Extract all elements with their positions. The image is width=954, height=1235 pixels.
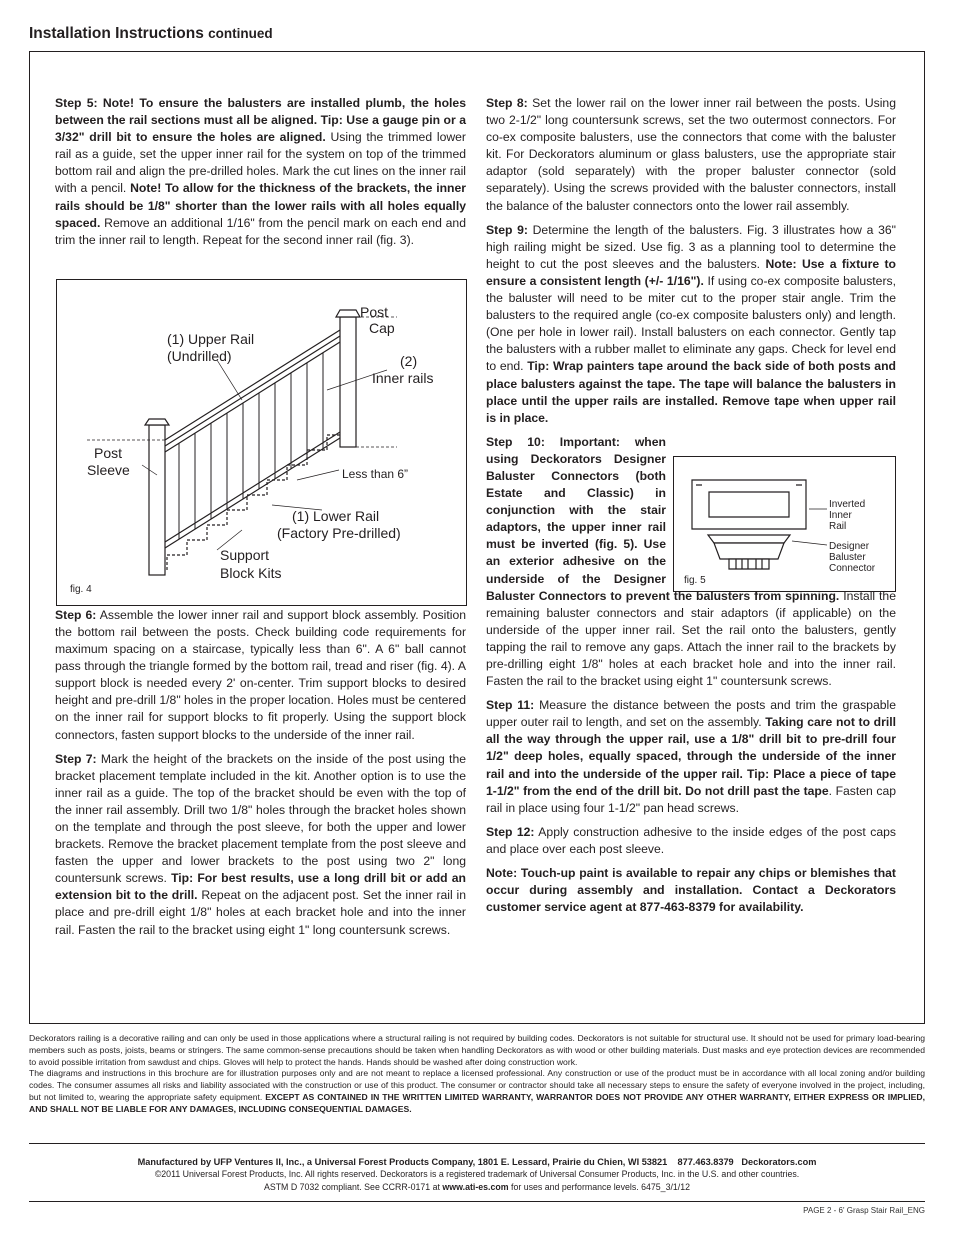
step-text: Measure the distance between the posts and trim the graspable upper outer rail to length, and set on the assembly.	[486, 698, 896, 730]
svg-text:Rail	[829, 521, 846, 532]
svg-text:(1) Upper Rail	[167, 331, 254, 347]
label-less-than: Less than 6”	[342, 467, 409, 481]
page-number: PAGE 2 - 6' Grasp Stair Rail_ENG	[803, 1206, 925, 1215]
phone-number: 877.463.8379	[677, 1157, 734, 1167]
step-text: Install the remaining baluster connectors and stair adaptors (if applicable) on the underside of the upper inner rail. Set the rail onto the balusters, gently tapping the rail to remove any gaps. Attach the inner rail to the brackets by pre-drilling eight 1/8" holes at each bracket hole and into the inner rail. Fasten the rail to the bracket using eight 1" countersunk screws.	[486, 588, 896, 689]
step-label: Step 10:	[486, 434, 545, 449]
label-lower-rail-2: (Factory Pre-drilled)	[277, 525, 401, 541]
title-text: Installation Instructions	[29, 25, 204, 42]
label-inverted-3: Rail	[829, 521, 847, 532]
label-upper-rail: (1) Upper Rail	[167, 331, 255, 347]
svg-text:Less than 6”	[342, 467, 408, 481]
label-post-cap: Post	[360, 304, 389, 320]
step-bold: Tip: Wrap painters tape around the back side of both posts and place balusters against the tape. The tape will balance the balusters in place until the upper rails are installed. Remove tape when upper rail is in place.	[486, 359, 896, 425]
step-text: Determine the length of the balusters. Fig. 3 illustrates how a 36" high railing might be sized. Use fig. 3 as a planning tool to determine the height to cut the post sleeves and the balusters.	[486, 222, 896, 271]
fig4-caption: fig. 4	[70, 584, 92, 595]
figure-4	[56, 279, 467, 606]
label-upper-rail-2: (Undrilled)	[167, 348, 232, 364]
label-inner-rails-2: Inner rails	[372, 370, 434, 386]
step-bold: Important: when using Deckorators Designer Baluster Connectors (both Estate and Classic) in conjunction with the stair adaptors, the upper inner rail must be inverted (fig. 5). Use an exterior adhesive on the underside of the Designer Baluster Connectors to prevent the balusters from spinning.	[486, 434, 840, 603]
step-text: Mark the height of the brackets on the inside of the post using the bracket placement template included in the kit. Another option is to use the inner rail as a guide. The top of the bracket should be even with the top of the inner rail assembly. Drill two 1/8" holes through the bracket holes shown on the template and through the post sleeve, for both the upper and lower brackets. Remove the bracket placement template from the post sleeve and fasten the upper and lower brackets to the post using two 2" long countersunk screws.	[55, 751, 466, 886]
svg-text:Block Kits	[220, 565, 281, 581]
disclaimer-p2-text: The diagrams and instructions in this brochure are for illustration purposes only and are not meant to replace a licensed professional. Any construction or use of the product must be in accordance with all local zoning and/or building codes. The consumer assumes all risks and liability associated with the construction or use of this product. The consumer or contractor should take all necessary steps to ensure the safety of everyone involved in the project, including, but not limited to, wearing the appropriate safety equipment.	[29, 1068, 925, 1102]
label-support-block-2: Block Kits	[220, 565, 282, 581]
inverted-rail-diagram	[674, 457, 895, 591]
step-6	[55, 607, 466, 744]
step-8	[486, 95, 896, 215]
step-bold: Note! To allow for the thickness of the brackets, the inner rails should be 1/8" shorter than the lower rails with all holes equally spaced.	[55, 181, 466, 230]
step-label: Step 9:	[486, 222, 528, 237]
svg-text:Connector	[829, 563, 876, 574]
step-label: Step 6:	[55, 607, 97, 622]
warranty-text: EXCEPT AS CONTAINED IN THE WRITTEN LIMITED WARRANTY, WARRANTOR DOES NOT PROVIDE ANY OTHER WARRANTY, EITHER EXPRESS OR IMPLIED, AND SHALL NOT BE LIABLE FOR ANY DAMAGES, INCLUDING CONSEQUENTIAL DAMAGES.	[29, 1091, 925, 1114]
svg-text:Post	[94, 445, 122, 461]
label-inverted-2: Inner	[829, 510, 852, 521]
step-bold: Tip: For best results, use a long drill bit or add an extension bit to the drill.	[55, 871, 466, 903]
step-text: . Fasten cap rail in place using four 1-1/2" pan head screws.	[486, 783, 897, 815]
step-text: If using co-ex composite balusters, the baluster will need to be miter cut to the proper stair angle. Trim the balusters to the required angle (co-ex composite balusters only) and length. (One per hole in lower rail). Install balusters on each connector. Gently tap the balusters with a rubber mallet to eliminate any gaps. Check for level end to end.	[486, 273, 896, 374]
label-lower-rail: (1) Lower Rail	[292, 508, 380, 524]
website-link[interactable]: Deckorators.com	[741, 1157, 817, 1167]
label-designer-2: Baluster	[829, 552, 866, 563]
touch-up-note	[486, 865, 896, 916]
astm-text: ASTM D 7032 compliant. See CCRR-0171 at	[263, 1181, 443, 1192]
step-9	[486, 222, 896, 427]
figure-5	[673, 456, 896, 592]
label-support-block: Support	[220, 547, 270, 563]
step-bold: Note: Use a fixture to ensure a consistent length (+/- 1/16").	[486, 256, 896, 288]
step-text: Remove an additional 1/16" from the pencil mark on each end and trim the inner rail to length. Repeat for the second inner rail (fig. 3).	[55, 215, 466, 247]
astm-line	[29, 1181, 925, 1193]
step-text: Apply construction adhesive to the inside edges of the post caps and place over each post sleeve.	[486, 824, 896, 856]
step-label: Step 11:	[486, 698, 535, 713]
svg-text:(Undrilled)	[167, 348, 232, 364]
label-designer: Designer	[829, 541, 870, 552]
manufacturer-text: Manufactured by UFP Ventures II, Inc., a Universal Forest Products Company, 1801 E. Lessard, Prairie du Chien, WI 53821	[137, 1157, 668, 1167]
step-11	[486, 697, 896, 817]
step-label: Step 12:	[486, 824, 535, 839]
step-bold: Note! To ensure the balusters are installed plumb, the holes between the rail sections must all be aligned. Tip: Use a gauge pin or a 3/32" drill bit to ensure the holes are aligned.	[55, 96, 466, 145]
step-text: Using the trimmed lower rail as a guide, set the upper inner rail for the system on top of the trimmed bottom rail and align the pre-drilled holes. Mark the cut lines on the inner rail with a pencil.	[55, 130, 466, 196]
step-label: Step 8:	[486, 96, 528, 110]
note-text: Note: Touch-up paint is available to repair any chips or blemishes that occur during assembly and installation. Contact a Deckorators customer service agent at 877-463-8379 for availability.	[486, 866, 896, 915]
divider	[29, 1143, 925, 1144]
label-post-sleeve-2: Sleeve	[87, 462, 130, 478]
disclaimer-p2	[29, 1068, 925, 1115]
svg-text:Inner	[829, 510, 852, 521]
step-bold: Taking care not to drill all the way through the upper rail, use a 1/8" drill bit to pre-drill four 1/2" deep holes, equally spaced, through the underside of the inner rail and into the underside of the upper rail. Tip: Place a piece of tape 1-1/2" from the end of the drill bit. Do not drill past the tape	[486, 715, 896, 798]
astm-text-2: for uses and performance levels. 6475_3/1/12	[508, 1181, 691, 1192]
label-inverted: Inverted	[829, 499, 866, 510]
astm-link[interactable]: www.ati-es.com	[442, 1181, 509, 1192]
svg-text:Designer	[829, 541, 870, 552]
step-7	[55, 751, 466, 939]
svg-text:Sleeve	[87, 462, 130, 478]
svg-text:Inverted	[829, 499, 865, 510]
step-text: Assemble the lower inner rail and support block assembly. Position the bottom rail between the posts. Check building code requirements for maximum spacing on a staircase, typically less than 6". A 6" ball cannot pass through the triangle formed by the bottom rail, tread and riser (fig. 4). A support block is needed every 2' on-center. Trim support blocks to desired height and pre-drill 1/8" holes in the proper location. Holes must be centered on the inner rail for support blocks to fit properly. Using the support block connectors, fasten support blocks to the underside of the inner rail.	[55, 607, 467, 742]
svg-text:Post	[360, 304, 388, 320]
svg-text:(Factory Pre-drilled)	[277, 525, 401, 541]
step-text: Repeat on the adjacent post. Set the inner rail in place and pre-drill eight 1/8" holes at each bracket hole and into the inner rail. Fasten the rail to the bracket using eight 1" long countersunk screws.	[55, 888, 467, 937]
manufacturer-line	[29, 1156, 925, 1168]
step-label: Step 5:	[55, 96, 98, 110]
disclaimer	[29, 1033, 925, 1116]
title-continued: continued	[208, 26, 273, 41]
label-inner-rails: (2)	[400, 353, 418, 369]
copyright-line: ©2011 Universal Forest Products, Inc. All rights reserved. Deckorators is a registered trademark of Universal Consumer Products, Inc. in the U.S. and other countries.	[154, 1169, 800, 1180]
disclaimer-p1: Deckorators railing is a decorative railing and can only be used in those applications where a structural railing is not required by building codes. Deckorators is not suitable for structural use. It should not be used for primary load-bearing members such as posts, joists, beams or stringers. The same common-sense precautions should be taken when handling Deckorators as with wood or other building materials. Dust masks and eye protection devices are recommended to avoid possible irritation from sawdust and chips. Gloves will help to protect the hands. Hands should be washed after doing construction work.	[29, 1033, 925, 1067]
step-12	[486, 824, 896, 858]
step-label: Step 7:	[55, 751, 97, 766]
step-5	[55, 95, 466, 249]
page-title	[29, 25, 273, 43]
divider-bottom	[29, 1201, 925, 1202]
label-post-sleeve: Post	[94, 445, 123, 461]
fig5-caption: fig. 5	[684, 575, 706, 586]
svg-text:Baluster	[829, 552, 866, 563]
svg-text:(1) Lower Rail	[292, 508, 379, 524]
label-post-cap-2: Cap	[369, 320, 395, 336]
svg-text:Cap	[369, 320, 395, 336]
svg-text:Support	[220, 547, 269, 563]
svg-text:Inner rails	[372, 370, 433, 386]
step-text: Set the lower rail on the lower inner rail between the posts. Using two 2-1/2" long countersunk screws, set the two outermost connectors. For co-ex composite balusters, use the connectors that come with the baluster kit. For Deckorators aluminum or glass balusters, use the appropriate stair adaptor (sold separately) with the proper baluster connector (sold separately). Using the screws provided with the baluster connectors, install the balance of the baluster connectors onto the lower rail assembly.	[486, 96, 896, 213]
svg-text:(2)	[400, 353, 417, 369]
label-designer-3: Connector	[829, 563, 876, 574]
stair-rail-diagram	[57, 280, 466, 605]
manufacturer-footer	[29, 1156, 925, 1193]
